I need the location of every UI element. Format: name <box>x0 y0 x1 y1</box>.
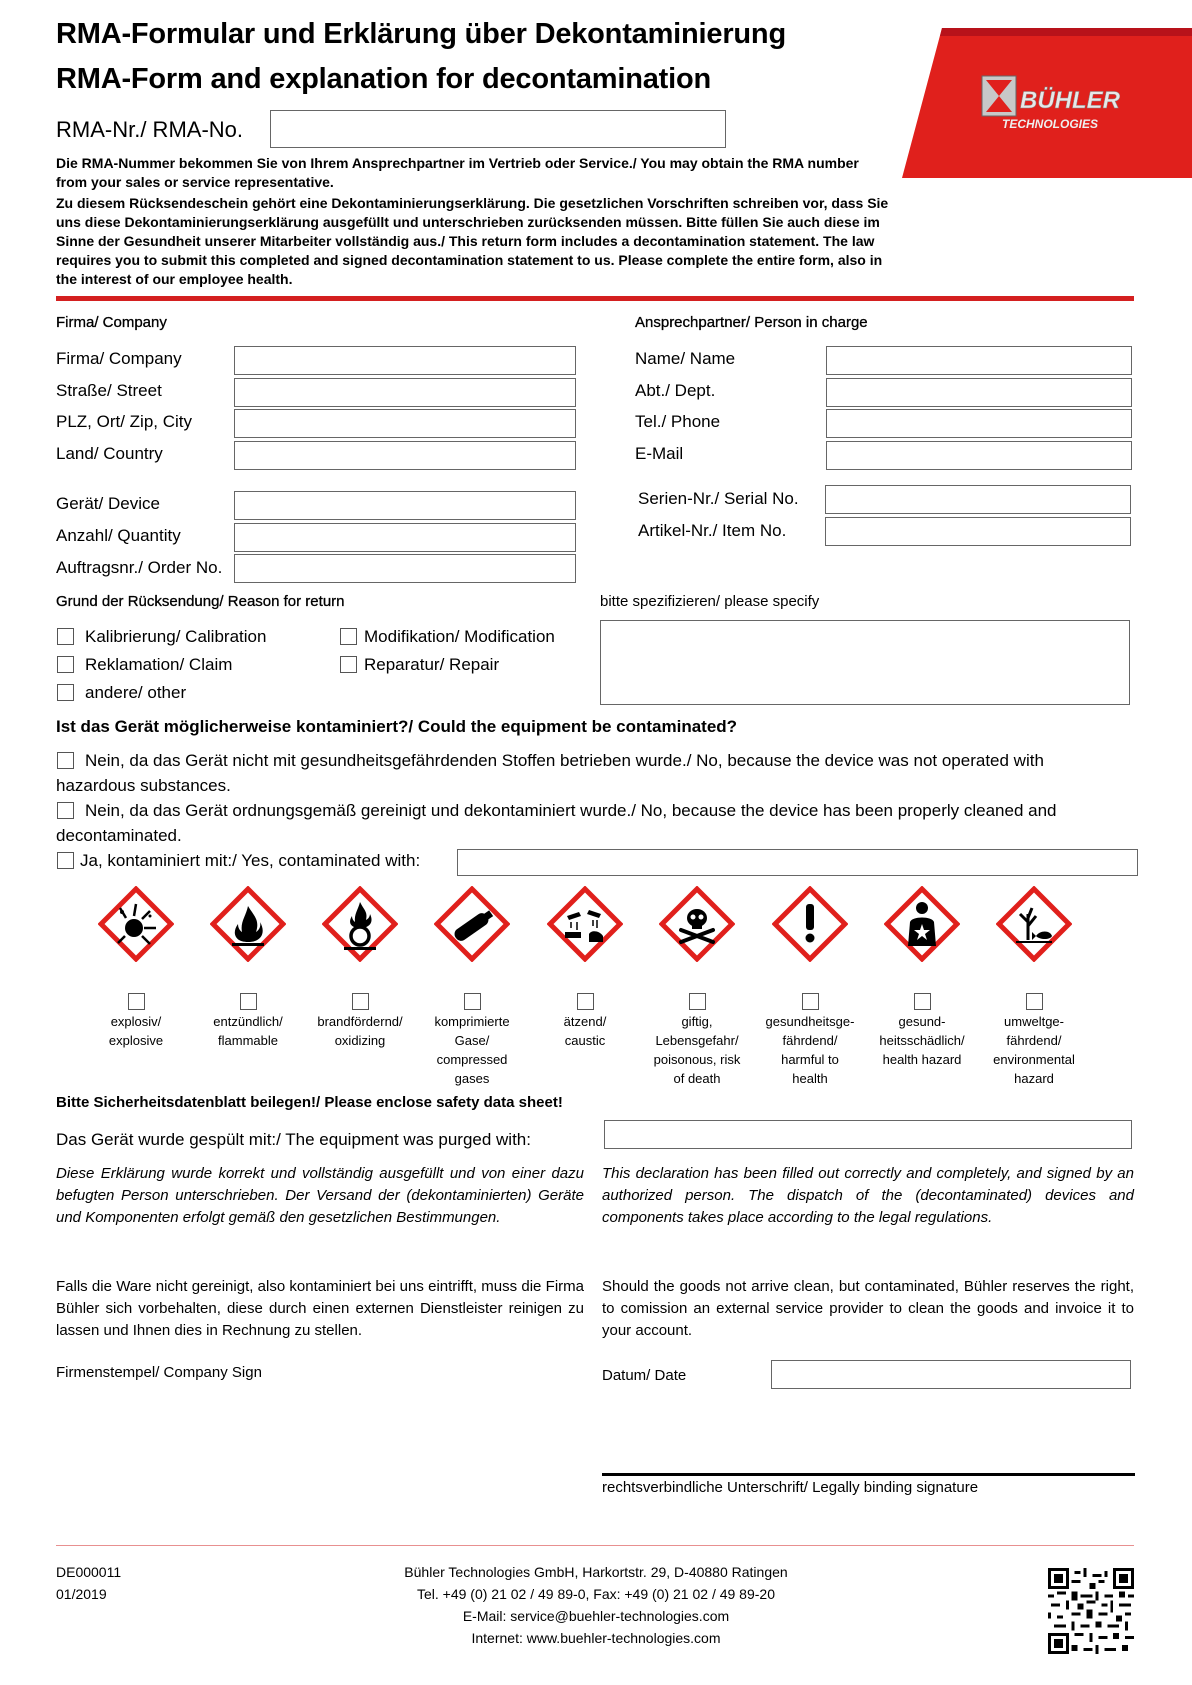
hazard-label <box>530 1012 640 1050</box>
qr-code <box>1048 1568 1134 1654</box>
modification-label: Modifikation/ Modification <box>364 627 555 646</box>
footer-website: Internet: www.buehler-technologies.com <box>471 1630 721 1646</box>
footer-address: Bühler Technologies GmbH, Harkortstr. 29, D-40880 Ratingen <box>404 1564 788 1580</box>
repair-label: Reparatur/ Repair <box>364 655 500 674</box>
contact-heading: Ansprechpartner/ Person in charge <box>635 314 868 331</box>
street-label: Straße/ Street <box>56 381 162 400</box>
logo-text: BÜHLER <box>1020 87 1120 114</box>
country-label: Land/ Country <box>56 444 163 463</box>
claim-label: Reklamation/ Claim <box>85 655 233 674</box>
no-cleaned-label-2: decontaminated. <box>56 826 182 845</box>
title-en: RMA-Form and explanation for decontamination <box>56 63 711 95</box>
declaration-de: Diese Erklärung wurde korrekt und vollständig ausgefüllt und von einer dazu befugten Person unterschrieben. Der Versand der (dekontaminierten) Geräte und Komponenten erfolgt gemäß den gesetzlichen Bestimmungen. <box>56 1165 584 1226</box>
hazard-label-line: heitsschädlich/ <box>879 1033 965 1048</box>
claim-checkbox[interactable] <box>57 656 74 673</box>
calibration-label: Kalibrierung/ Calibration <box>85 627 267 646</box>
gas-cylinder-icon <box>434 886 510 962</box>
hazard-label-line: fährdend/ <box>1006 1033 1062 1048</box>
phone-label: Tel./ Phone <box>635 412 721 431</box>
item-no-label: Artikel-Nr./ Item No. <box>638 521 787 540</box>
item-no-input[interactable] <box>825 517 1131 546</box>
modification-checkbox[interactable] <box>340 628 357 645</box>
hazard-checkbox-flame[interactable] <box>240 993 257 1010</box>
quantity-input[interactable] <box>234 523 576 552</box>
intro-decontamination: Zu diesem Rücksendeschein gehört eine Dekontaminierungserklärung. Die gesetzlichen Vorschriften schreiben vor, dass Sie uns diese Dekontaminierungserklärung ausgefüllt und unterschrieben zurücksenden müssen. Bitte füllen Sie auch diese im Sinne der Gesundheit unserer Mitarbeiter vollständig aus./ This return form includes a decontamination statement. The law requires you to submit this completed and signed decontamination statement to us. Please complete the entire form, also in the interest of our employee health. <box>56 195 889 287</box>
goods-note-de: Falls die Ware nicht gereinigt, also kontaminiert bei uns eintrifft, muss die Firma Bühler sich vorbehalten, diese durch einen externen Dienstleister reinigen zu lassen und Ihnen dies in Rechnung zu stellen. <box>56 1278 584 1339</box>
environment-icon <box>996 886 1072 962</box>
corrosion-icon <box>547 886 623 962</box>
hazard-label-line: gesund- <box>898 1014 946 1029</box>
hazard-label <box>305 1012 415 1050</box>
serial-no-input[interactable] <box>825 485 1131 514</box>
zip-city-input[interactable] <box>234 409 576 438</box>
hazard-label-line: hazard <box>1014 1071 1054 1086</box>
quantity-label: Anzahl/ Quantity <box>56 526 181 545</box>
purged-label: Das Gerät wurde gespült mit:/ The equipment was purged with: <box>56 1130 531 1149</box>
other-checkbox[interactable] <box>57 684 74 701</box>
hazard-label-line: health <box>792 1071 828 1086</box>
other-label: andere/ other <box>85 683 187 702</box>
hazard-label-line: giftig, <box>681 1014 713 1029</box>
hazard-label-line: umweltge- <box>1004 1014 1064 1029</box>
hazard-label-line: health hazard <box>882 1052 962 1067</box>
logo-banner <box>902 28 1192 178</box>
hazard-label-line: compressed <box>436 1052 508 1067</box>
footer-divider <box>56 1545 1134 1546</box>
hazard-label-line: entzündlich/ <box>213 1014 283 1029</box>
company-stamp-label: Firmenstempel/ Company Sign <box>56 1364 262 1381</box>
hazard-label-line: gesundheitsge- <box>765 1014 855 1029</box>
email-label: E-Mail <box>635 444 684 463</box>
specify-textarea[interactable] <box>600 620 1130 705</box>
hazard-label <box>193 1012 303 1050</box>
goods-note-en: Should the goods not arrive clean, but contaminated, Bühler reserves the right, to comission an external service provider to clean the goods and invoice it to your account. <box>602 1278 1134 1339</box>
hazard-label <box>81 1012 191 1050</box>
company-label: Firma/ Company <box>56 349 182 368</box>
company-input[interactable] <box>234 346 576 375</box>
serial-no-label: Serien-Nr./ Serial No. <box>638 489 799 508</box>
hazard-label-line: harmful to <box>781 1052 839 1067</box>
hazard-label <box>867 1012 977 1069</box>
contamination-heading: Ist das Gerät möglicherweise kontaminiert?/ Could the equipment be contaminated? <box>56 717 738 736</box>
yes-contaminated-label: Ja, kontaminiert mit:/ Yes, contaminated with: <box>80 851 421 870</box>
hazard-label-line: brandfördernd/ <box>317 1014 403 1029</box>
calibration-checkbox[interactable] <box>57 628 74 645</box>
signature-line[interactable] <box>602 1473 1135 1476</box>
skull-crossbones-icon <box>659 886 735 962</box>
hazard-label-line: oxidizing <box>334 1033 386 1048</box>
rma-number-input[interactable] <box>270 110 726 148</box>
name-input[interactable] <box>826 346 1132 375</box>
hazard-checkbox-exploding-bomb[interactable] <box>128 993 145 1010</box>
hazard-label-line: of death <box>673 1071 721 1086</box>
date-label: Datum/ Date <box>602 1367 687 1384</box>
no-hazardous-checkbox[interactable] <box>57 752 74 769</box>
date-input[interactable] <box>771 1360 1131 1389</box>
yes-contaminated-checkbox[interactable] <box>57 852 74 869</box>
hazard-label-line: ätzend/ <box>563 1014 607 1029</box>
hazard-label-line: flammable <box>218 1033 278 1048</box>
device-input[interactable] <box>234 491 576 520</box>
order-no-input[interactable] <box>234 554 576 583</box>
hazard-label <box>755 1012 865 1088</box>
doc-id: DE000011 <box>56 1564 122 1580</box>
zip-city-label: PLZ, Ort/ Zip, City <box>56 412 193 431</box>
logo-subtext: TECHNOLOGIES <box>1002 117 1099 131</box>
no-cleaned-checkbox[interactable] <box>57 802 74 819</box>
hazard-label-line: Lebensgefahr/ <box>655 1033 739 1048</box>
email-input[interactable] <box>826 441 1132 470</box>
reason-heading: Grund der Rücksendung/ Reason for return <box>56 593 345 610</box>
no-hazardous-label-1: Nein, da das Gerät nicht mit gesundheitsgefährdenden Stoffen betrieben wurde./ No, because the device was not operated with <box>85 751 1044 770</box>
hazard-label <box>979 1012 1089 1088</box>
exclamation-mark-icon <box>772 886 848 962</box>
device-label: Gerät/ Device <box>56 494 160 513</box>
flame-icon <box>210 886 286 962</box>
flame-over-circle-icon <box>322 886 398 962</box>
street-input[interactable] <box>234 378 576 407</box>
phone-input[interactable] <box>826 409 1132 438</box>
country-input[interactable] <box>234 441 576 470</box>
safety-sheet-note: Bitte Sicherheitsdatenblatt beilegen!/ Please enclose safety data sheet! <box>56 1094 563 1111</box>
hazard-label-line: explosiv/ <box>110 1014 162 1029</box>
hazard-label-line: explosive <box>108 1033 164 1048</box>
hazard-checkbox-health-hazard[interactable] <box>914 993 931 1010</box>
dept-input[interactable] <box>826 378 1132 407</box>
hazard-label <box>417 1012 527 1088</box>
hazard-label-line: komprimierte <box>434 1014 510 1029</box>
hazard-label-line: Gase/ <box>454 1033 490 1048</box>
hazard-label-line: poisonous, risk <box>653 1052 741 1067</box>
health-hazard-icon <box>884 886 960 962</box>
hazard-label-line: gases <box>454 1071 490 1086</box>
no-cleaned-label-1: Nein, da das Gerät ordnungsgemäß gereinigt und dekontaminiert wurde./ No, because the device has been properly cleaned and <box>85 801 1057 820</box>
company-heading: Firma/ Company <box>56 314 167 331</box>
hazard-checkbox-skull-crossbones[interactable] <box>689 993 706 1010</box>
hazard-checkbox-exclamation-mark[interactable] <box>802 993 819 1010</box>
dept-label: Abt./ Dept. <box>635 381 716 400</box>
no-hazardous-label-2: hazardous substances. <box>56 776 231 795</box>
specify-label: bitte spezifizieren/ please specify <box>600 593 820 610</box>
purged-with-input[interactable] <box>604 1120 1132 1149</box>
hazard-label-line: environmental <box>993 1052 1075 1067</box>
order-no-label: Auftragsnr./ Order No. <box>56 558 223 577</box>
declaration-en: This declaration has been filled out correctly and completely, and signed by an authorized person. The dispatch of the (decontaminated) devices and components takes place according to the legal regulations. <box>602 1165 1134 1226</box>
hazard-label-line: fährdend/ <box>782 1033 838 1048</box>
repair-checkbox[interactable] <box>340 656 357 673</box>
hazard-checkbox-environment[interactable] <box>1026 993 1043 1010</box>
hazard-checkbox-gas-cylinder[interactable] <box>464 993 481 1010</box>
hazard-label-line: caustic <box>564 1033 606 1048</box>
title-de: RMA-Formular und Erklärung über Dekontaminierung <box>56 18 786 50</box>
name-label: Name/ Name <box>635 349 736 368</box>
header-divider <box>56 296 1134 301</box>
hazard-checkbox-flame-over-circle[interactable] <box>352 993 369 1010</box>
footer-phone: Tel. +49 (0) 21 02 / 49 89-0, Fax: +49 (0) 21 02 / 49 89-20 <box>416 1586 775 1602</box>
hazard-label <box>642 1012 752 1088</box>
doc-date: 01/2019 <box>56 1586 107 1602</box>
hazard-checkbox-corrosion[interactable] <box>577 993 594 1010</box>
contaminated-with-input[interactable] <box>457 849 1138 876</box>
footer-email: E-Mail: service@buehler-technologies.com <box>462 1608 730 1624</box>
signature-label: rechtsverbindliche Unterschrift/ Legally binding signature <box>602 1479 979 1496</box>
exploding-bomb-icon <box>98 886 174 962</box>
intro-rma-number: Die RMA-Nummer bekommen Sie von Ihrem Ansprechpartner im Vertrieb oder Service./ You may obtain the RMA number from your sales or service representative. <box>56 155 859 190</box>
rma-label: RMA-Nr./ RMA-No. <box>56 117 243 142</box>
